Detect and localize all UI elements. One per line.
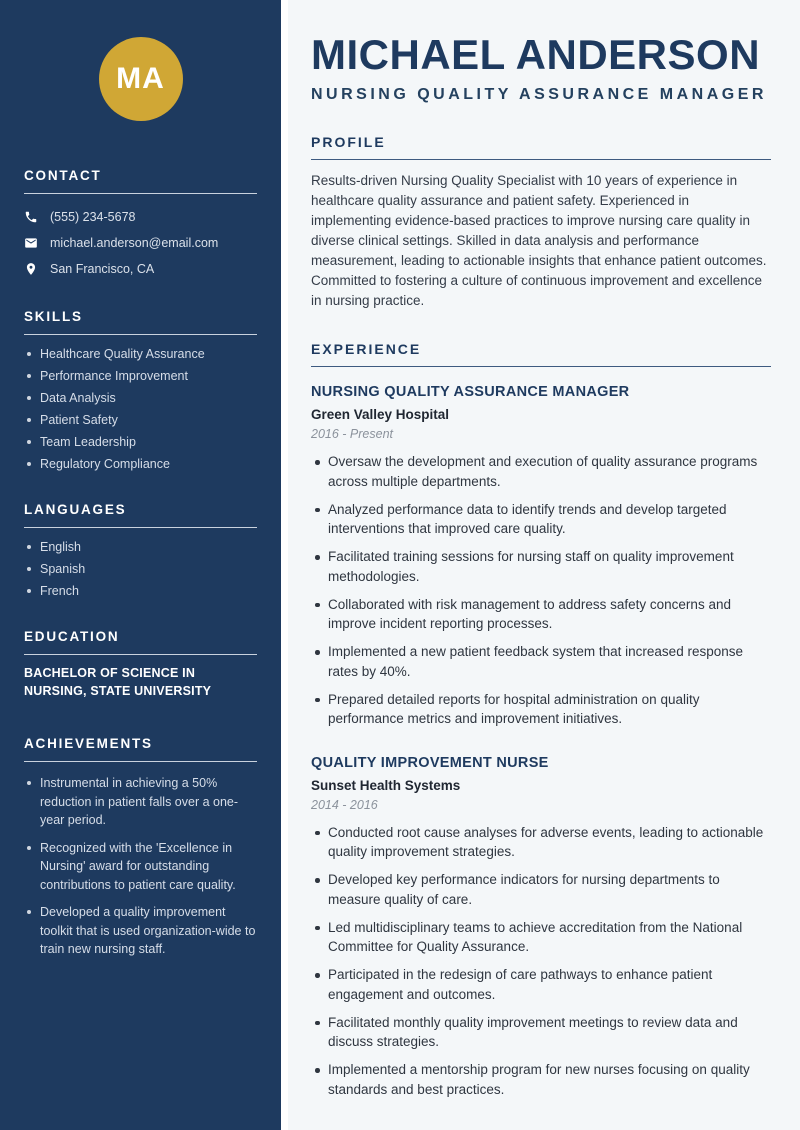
profile-heading: PROFILE — [311, 134, 386, 151]
job-entry — [311, 384, 771, 729]
contact-heading: CONTACT — [24, 168, 102, 183]
contact-phone-text: (555) 234-5678 — [50, 210, 136, 224]
language-item: Spanish — [24, 558, 257, 580]
job-bullet: Participated in the redesign of care pathways to enhance patient engagement and outcomes. — [311, 965, 771, 1004]
avatar-initials: MA — [116, 62, 165, 95]
candidate-title: NURSING QUALITY ASSURANCE MANAGER — [311, 86, 767, 104]
language-item: English — [24, 536, 257, 558]
location-icon — [24, 262, 38, 276]
job-bullet: Implemented a new patient feedback system that increased response rates by 40%. — [311, 642, 771, 681]
achievement-item: Developed a quality improvement toolkit that is used organization-wide to train new nursing staff. — [24, 903, 257, 959]
section-divider — [24, 193, 257, 194]
job-dates: 2014 - 2016 — [311, 797, 378, 812]
contact-location-text: San Francisco, CA — [50, 262, 155, 276]
section-divider — [24, 761, 257, 762]
job-bullet: Oversaw the development and execution of quality assurance programs across multiple departments. — [311, 452, 771, 491]
skill-item: Data Analysis — [24, 387, 257, 409]
contact-phone-row — [24, 204, 257, 230]
job-bullet: Developed key performance indicators for nursing departments to measure quality of care. — [311, 870, 771, 909]
skill-item: Patient Safety — [24, 409, 257, 431]
job-dates: 2016 - Present — [311, 427, 393, 442]
achievement-item: Instrumental in achieving a 50% reduction in patient falls over a one-year period. — [24, 774, 257, 830]
page-divider — [281, 0, 288, 1130]
section-divider — [24, 334, 257, 335]
job-company: Green Valley Hospital — [311, 407, 450, 423]
phone-icon — [24, 210, 38, 224]
job-bullet-list — [311, 823, 771, 1100]
section-divider — [24, 527, 257, 528]
achievements-section — [24, 736, 257, 959]
section-divider — [24, 654, 257, 655]
language-item: French — [24, 580, 257, 602]
contact-location-row — [24, 256, 257, 282]
skill-item: Team Leadership — [24, 431, 257, 453]
section-divider — [311, 366, 771, 367]
languages-heading: LANGUAGES — [24, 502, 127, 517]
education-degree: BACHELOR OF SCIENCE IN NURSING, STATE UNIVERSITY — [24, 666, 212, 698]
job-company: Sunset Health Systems — [311, 777, 461, 793]
candidate-name: MICHAEL ANDERSON — [311, 31, 761, 78]
contact-list — [24, 204, 257, 282]
job-bullet: Analyzed performance data to identify trends and develop targeted interventions that improved care quality. — [311, 500, 771, 539]
languages-section — [24, 502, 257, 602]
skill-item: Healthcare Quality Assurance — [24, 343, 257, 365]
sidebar — [0, 0, 281, 1130]
profile-text: Results-driven Nursing Quality Specialist with 10 years of experience in healthcare quality assurance and patient safety. Experienced in implementing evidence-based practices to improve nursing care quality in diverse clinical settings. Skilled in data analysis and performance measurement, leading to actionable insights that enhance patient outcomes. Committed to fostering a culture of continuous improvement and excellence in nursing practice. — [311, 173, 767, 309]
achievements-heading: ACHIEVEMENTS — [24, 736, 153, 751]
job-bullet: Facilitated training sessions for nursing staff on quality improvement methodologies. — [311, 547, 771, 586]
skills-heading: SKILLS — [24, 309, 83, 324]
main-content — [288, 0, 800, 1130]
job-title: NURSING QUALITY ASSURANCE MANAGER — [311, 384, 630, 401]
skills-section — [24, 309, 257, 475]
languages-list — [24, 536, 257, 602]
job-entry — [311, 755, 771, 1100]
education-section — [24, 629, 257, 700]
contact-email-row — [24, 230, 257, 256]
job-bullet: Facilitated monthly quality improvement meetings to review data and discuss strategies. — [311, 1013, 771, 1052]
job-title: QUALITY IMPROVEMENT NURSE — [311, 754, 549, 771]
achievements-list — [24, 774, 257, 959]
contact-section — [24, 168, 257, 282]
job-bullet: Implemented a mentorship program for new nurses focusing on quality standards and best practices. — [311, 1060, 771, 1099]
education-heading: EDUCATION — [24, 629, 120, 644]
job-bullet: Led multidisciplinary teams to achieve accreditation from the National Committee for Quality Assurance. — [311, 918, 771, 957]
achievement-item: Recognized with the 'Excellence in Nursing' award for outstanding contributions to patient care quality. — [24, 839, 257, 895]
section-divider — [311, 159, 771, 160]
email-icon — [24, 236, 38, 250]
avatar — [99, 37, 183, 121]
profile-section — [311, 134, 771, 311]
experience-section — [311, 341, 771, 1099]
job-bullet: Prepared detailed reports for hospital administration on quality performance metrics and improvement initiatives. — [311, 690, 771, 729]
job-bullet-list — [311, 452, 771, 729]
job-bullet: Conducted root cause analyses for adverse events, leading to actionable quality improvement strategies. — [311, 823, 771, 862]
skill-item: Performance Improvement — [24, 365, 257, 387]
experience-heading: EXPERIENCE — [311, 341, 422, 358]
skill-item: Regulatory Compliance — [24, 453, 257, 475]
contact-email-text: michael.anderson@email.com — [50, 236, 219, 250]
skills-list — [24, 343, 257, 475]
job-bullet: Collaborated with risk management to address safety concerns and improve incident reporting processes. — [311, 595, 771, 634]
